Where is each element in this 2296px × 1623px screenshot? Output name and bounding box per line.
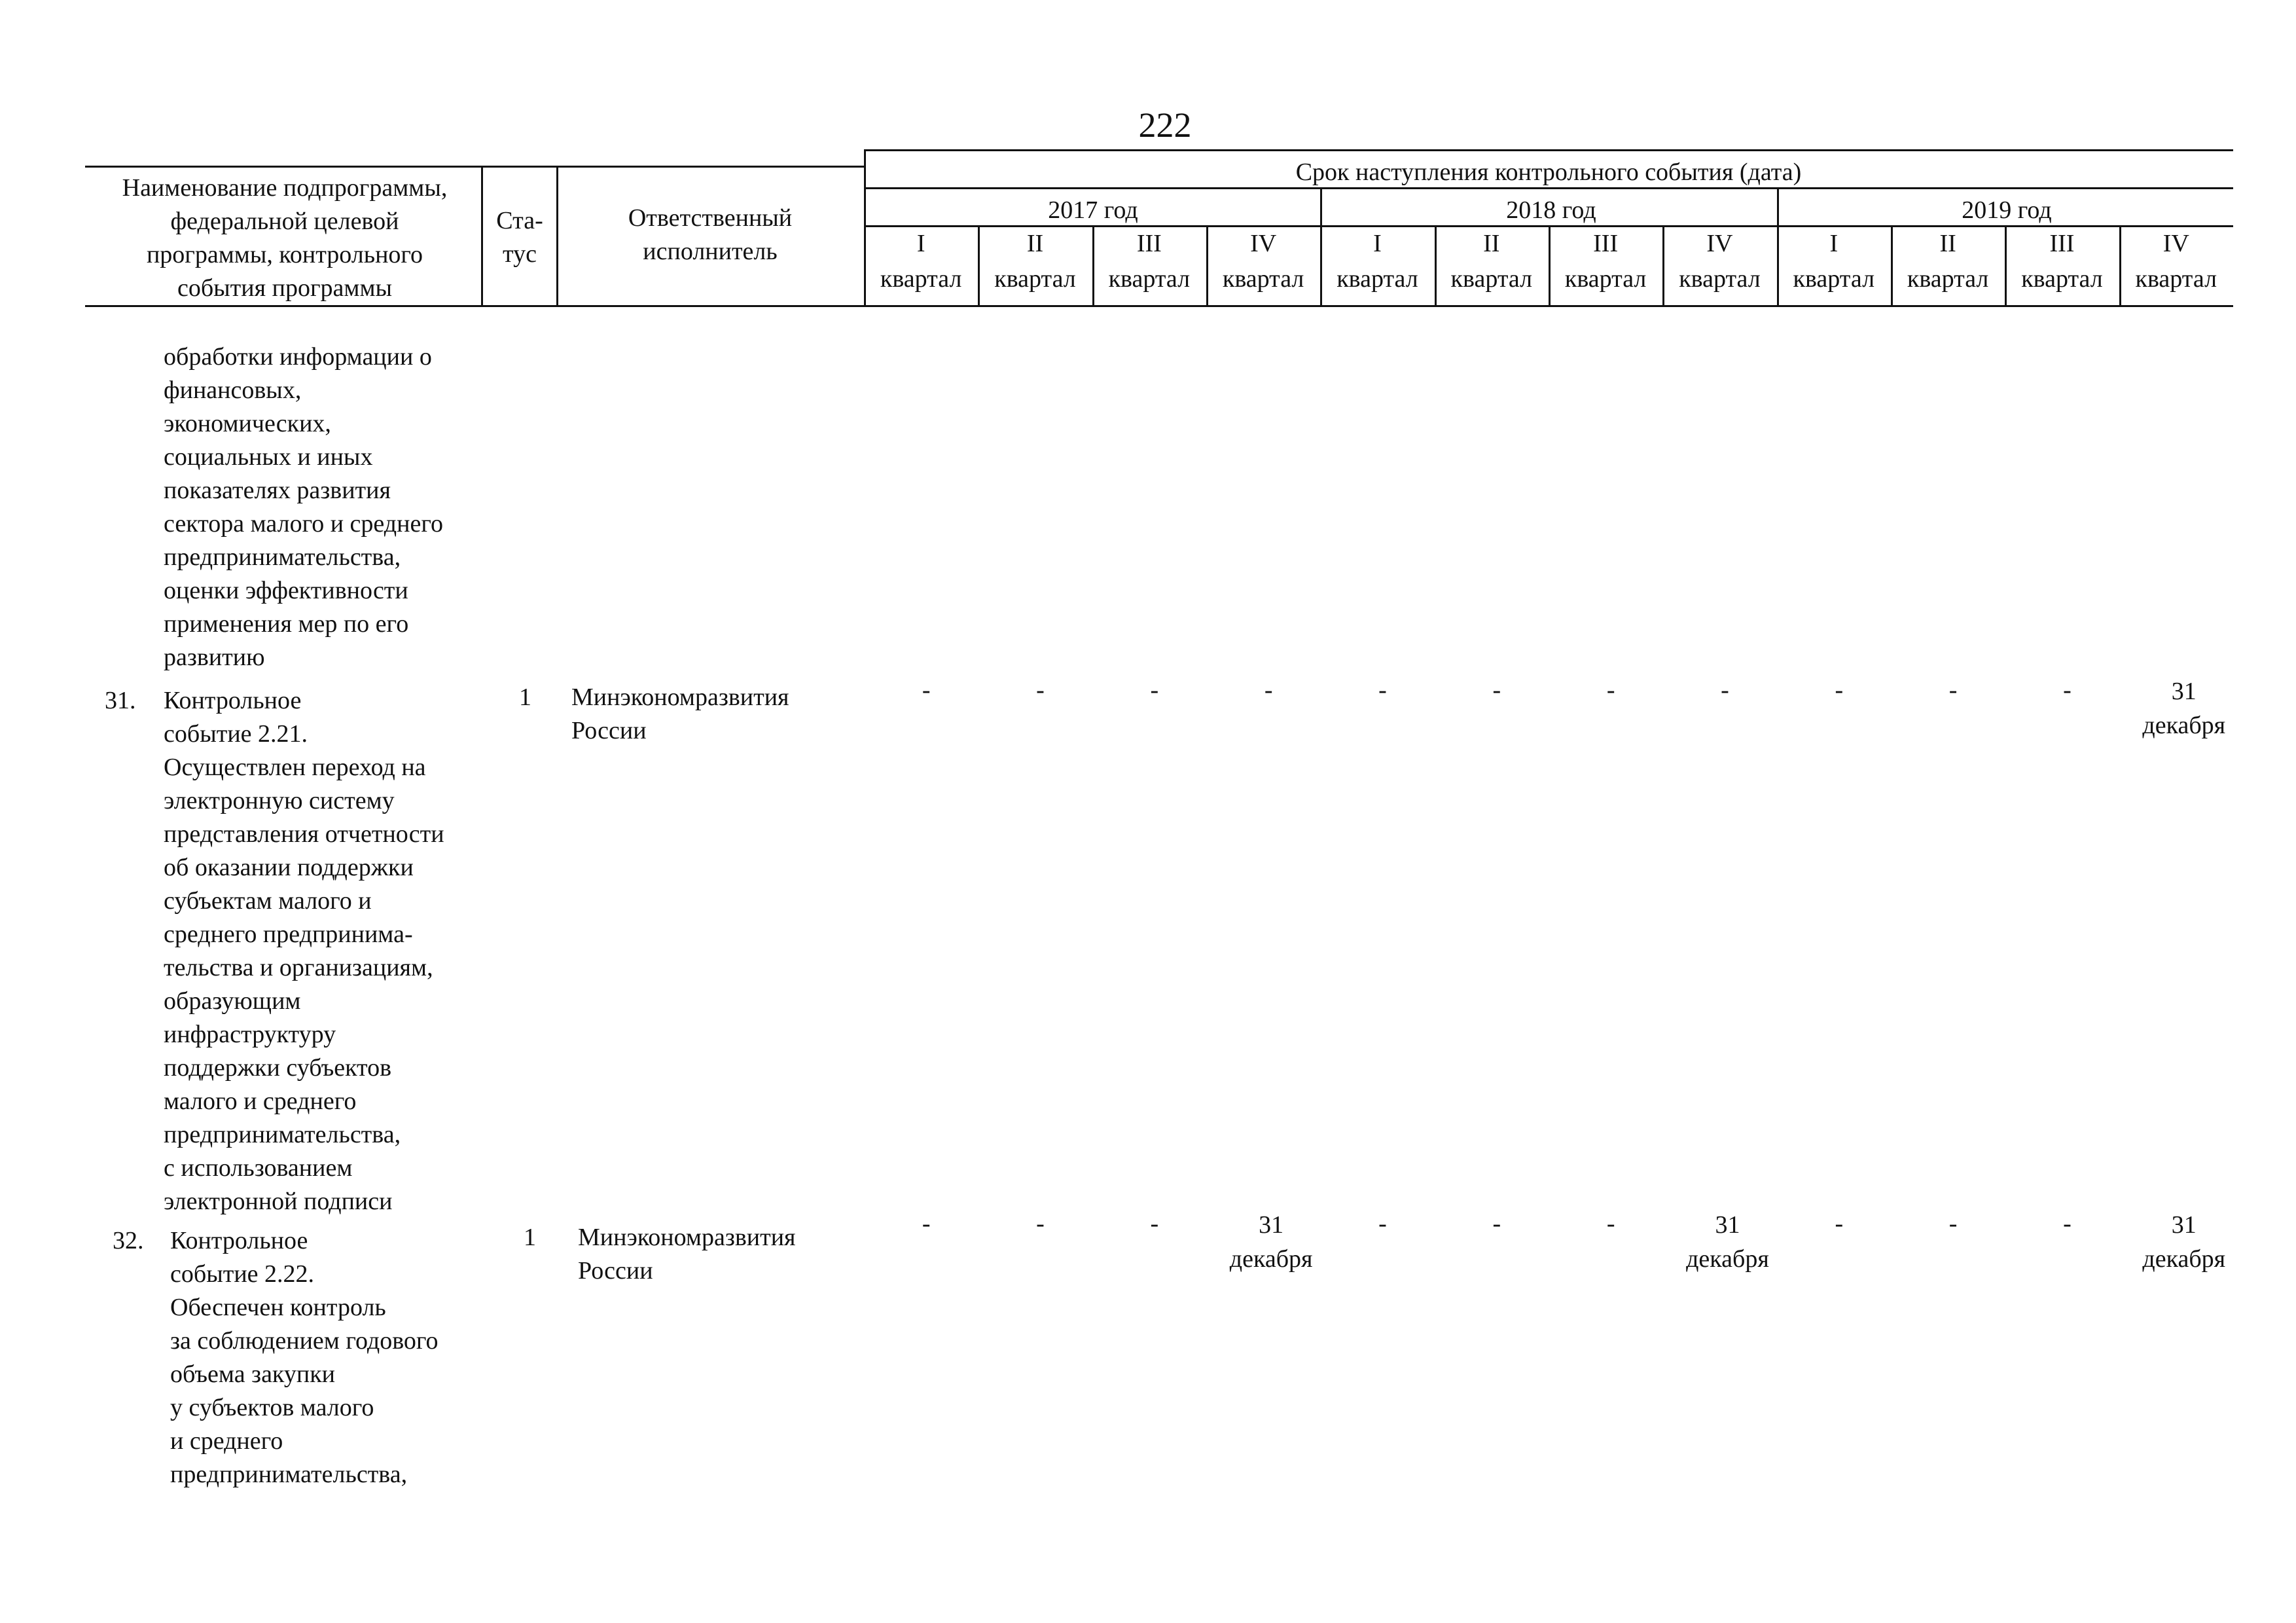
header-status-column: [484, 204, 555, 271]
name-line: предпринимательства,: [164, 1121, 401, 1148]
date-cell-empty: -: [1721, 676, 1729, 704]
header-status-line-2: тус: [503, 240, 537, 268]
quarter-label: квартал: [2021, 265, 2103, 293]
row-32-status: 1: [524, 1224, 536, 1251]
name-line: представления отчетности: [164, 820, 444, 848]
date-day: 31: [1715, 1211, 1740, 1239]
date-cell-empty: -: [1036, 1210, 1045, 1237]
date-cell-empty: -: [1606, 1210, 1615, 1237]
name-line: электронной подписи: [164, 1188, 393, 1215]
date-cell-empty: -: [1264, 676, 1273, 704]
table-top-line-left: [85, 166, 864, 168]
name-line: электронную систему: [164, 787, 395, 814]
header-year-2019: 2019 год: [1962, 196, 2052, 224]
date-cell-empty: -: [1492, 1210, 1501, 1237]
quarter-number: II: [1026, 230, 1044, 257]
name-line: предпринимательства,: [170, 1461, 408, 1488]
quarter-number: II: [1939, 230, 1956, 257]
header-year-2017: 2017 год: [1048, 196, 1138, 224]
date-cell-empty: -: [1835, 1210, 1844, 1237]
col-divider-name: [481, 166, 483, 305]
name-line: социальных и иных: [164, 443, 373, 471]
date-cell: [1215, 1208, 1327, 1276]
date-cell-empty: -: [1492, 676, 1501, 704]
header-year-2018: 2018 год: [1506, 196, 1596, 224]
executor-line: Минэкономразвития: [578, 1224, 796, 1251]
header-name-line: Наименование подпрограммы,: [122, 174, 448, 202]
name-line: событие 2.21.: [164, 720, 308, 748]
name-line: поддержки субъектов: [164, 1054, 392, 1082]
name-line: применения мер по его: [164, 610, 409, 638]
date-cell-empty: -: [922, 1210, 931, 1237]
row-31-number: 31.: [105, 687, 136, 714]
name-line: Обеспечен контроль: [170, 1294, 386, 1321]
quarter-number: I: [1373, 230, 1382, 257]
header-executor-column: [560, 202, 861, 268]
quarter-label: квартал: [1336, 265, 1418, 293]
name-line: у субъектов малого: [170, 1394, 374, 1421]
date-cell-empty: -: [1606, 676, 1615, 704]
header-executor-line-2: исполнитель: [643, 238, 778, 265]
name-line: об оказании поддержки: [164, 854, 414, 881]
name-line: Контрольное: [170, 1227, 308, 1254]
name-line: среднего предпринима-: [164, 921, 413, 948]
date-cell: [1672, 1208, 1783, 1276]
quarter-label: квартал: [1907, 265, 1989, 293]
quarter-number: III: [2049, 230, 2075, 257]
executor-line: России: [571, 717, 647, 744]
quarter-label: квартал: [1793, 265, 1875, 293]
table-header-bottom-line: [85, 305, 2233, 307]
date-cell-empty: -: [922, 676, 931, 704]
header-name-line: программы, контрольного: [146, 241, 423, 268]
header-name-line: федеральной целевой: [170, 208, 399, 235]
name-line: развитию: [164, 644, 265, 671]
name-line: оценки эффективности: [164, 577, 408, 604]
date-cell-empty: -: [1150, 1210, 1159, 1237]
date-cell-empty: -: [1036, 676, 1045, 704]
date-day: 31: [1259, 1211, 1284, 1239]
quarter-label: квартал: [1450, 265, 1533, 293]
name-line: субъектам малого и: [164, 887, 372, 915]
name-line: за соблюдением годового: [170, 1327, 439, 1355]
quarter-label: квартал: [1679, 265, 1761, 293]
row-31-status: 1: [519, 684, 531, 711]
quarter-number: III: [1593, 230, 1619, 257]
row-32-executor: [578, 1221, 866, 1288]
header-status-line-1: Ста-: [496, 207, 543, 234]
name-line: инфраструктуру: [164, 1021, 336, 1048]
header-name-column: [92, 172, 478, 305]
date-cell-empty: -: [1948, 1210, 1958, 1237]
quarter-number: I: [916, 230, 925, 257]
name-line: Осуществлен переход на: [164, 754, 426, 781]
name-line: обработки информации о: [164, 343, 432, 371]
name-line: образующим: [164, 987, 301, 1015]
date-cell: [2128, 674, 2240, 742]
date-cell: [2128, 1208, 2240, 1276]
name-line: с использованием: [164, 1154, 353, 1182]
row-32-name: [170, 1224, 491, 1491]
table-top-line-right: [864, 149, 2233, 151]
name-line: экономических,: [164, 410, 331, 437]
quarter-number: II: [1483, 230, 1500, 257]
name-line: показателях развития: [164, 477, 391, 504]
date-cell-empty: -: [2063, 676, 2072, 704]
name-line: финансовых,: [164, 376, 302, 404]
quarter-number: IV: [1706, 230, 1733, 257]
row-continuation-name: [164, 340, 484, 674]
header-deadline-title: Срок наступления контрольного события (дата): [1295, 158, 1802, 186]
date-month: декабря: [2142, 712, 2226, 739]
quarter-label: квартал: [1222, 265, 1304, 293]
col-divider-status: [556, 166, 558, 305]
name-line: объема закупки: [170, 1360, 335, 1388]
quarter-label: квартал: [1108, 265, 1191, 293]
quarter-label: квартал: [994, 265, 1076, 293]
quarter-label: квартал: [2135, 265, 2217, 293]
quarter-number: III: [1136, 230, 1162, 257]
header-executor-line-1: Ответственный: [628, 204, 793, 232]
page-number: 222: [1138, 105, 1192, 145]
quarter-number: I: [1829, 230, 1839, 257]
name-line: и среднего: [170, 1427, 283, 1455]
name-line: тельства и организациям,: [164, 954, 433, 981]
row-32-number: 32.: [113, 1227, 144, 1254]
header-name-line: события программы: [177, 274, 393, 302]
quarter-number: IV: [1250, 230, 1277, 257]
date-month: декабря: [2142, 1245, 2226, 1273]
name-line: сектора малого и среднего: [164, 510, 443, 538]
date-cell-empty: -: [2063, 1210, 2072, 1237]
quarter-label: квартал: [1564, 265, 1647, 293]
date-month: декабря: [1229, 1245, 1313, 1273]
quarter-number: IV: [2162, 230, 2189, 257]
date-day: 31: [2171, 1211, 2197, 1239]
row-31-name: [164, 684, 484, 1218]
date-day: 31: [2171, 678, 2197, 705]
name-line: событие 2.22.: [170, 1260, 315, 1288]
executor-line: Минэкономразвития: [571, 684, 789, 711]
name-line: Контрольное: [164, 687, 302, 714]
date-cell-empty: -: [1378, 1210, 1387, 1237]
name-line: малого и среднего: [164, 1087, 357, 1115]
executor-line: России: [578, 1257, 653, 1285]
date-cell-empty: -: [1378, 676, 1387, 704]
date-cell-empty: -: [1150, 676, 1159, 704]
row-31-executor: [571, 681, 859, 748]
name-line: предпринимательства,: [164, 543, 401, 571]
date-month: декабря: [1686, 1245, 1769, 1273]
date-cell-empty: -: [1835, 676, 1844, 704]
date-cell-empty: -: [1948, 676, 1958, 704]
quarter-label: квартал: [880, 265, 962, 293]
